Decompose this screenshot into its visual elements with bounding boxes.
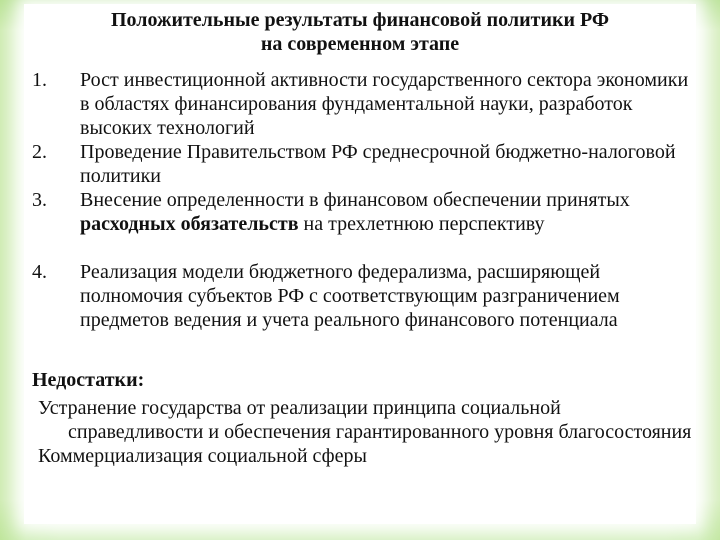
list-item-number: 1. — [32, 69, 47, 91]
list-item-text-after: на трехлетнюю перспективу — [298, 213, 545, 235]
defect-item: Коммерциализация социальной сферы — [38, 445, 367, 467]
list-item-number: 2. — [32, 141, 47, 163]
list-item — [32, 260, 692, 356]
list-item-number: 4. — [32, 261, 47, 283]
list-item-text: Рост инвестиционной активности государственного сектора экономики в областях финансирования фундаментальной науки, разработок высоких технологий — [80, 69, 689, 139]
list-item-text-bold: расходных обязательств — [80, 213, 299, 235]
list-item-text: Проведение Правительством РФ среднесрочной бюджетно-налоговой политики — [80, 141, 676, 187]
results-list — [32, 68, 692, 356]
title-line-2: на современном этапе — [260, 33, 460, 55]
defects-list — [38, 396, 698, 468]
slide-title — [0, 8, 720, 56]
defects-heading: Недостатки: — [32, 369, 145, 391]
list-item — [32, 188, 692, 260]
list-item — [32, 68, 692, 140]
list-item-text-before: Внесение определенности в финансовом обеспечении принятых — [80, 189, 630, 211]
defect-item: Устранение государства от реализации принципа социальной справедливости и обеспечения гарантированного уровня благосостояния — [38, 397, 692, 443]
title-line-1: Положительные результаты финансовой политики РФ — [110, 9, 610, 31]
list-item-number: 3. — [32, 189, 47, 211]
list-item — [32, 140, 692, 188]
list-item-text: Реализация модели бюджетного федерализма, расширяющей полномочия субъектов РФ с соответствующим разграничением предметов ведения и учета реального финансового потенциала — [80, 261, 620, 331]
